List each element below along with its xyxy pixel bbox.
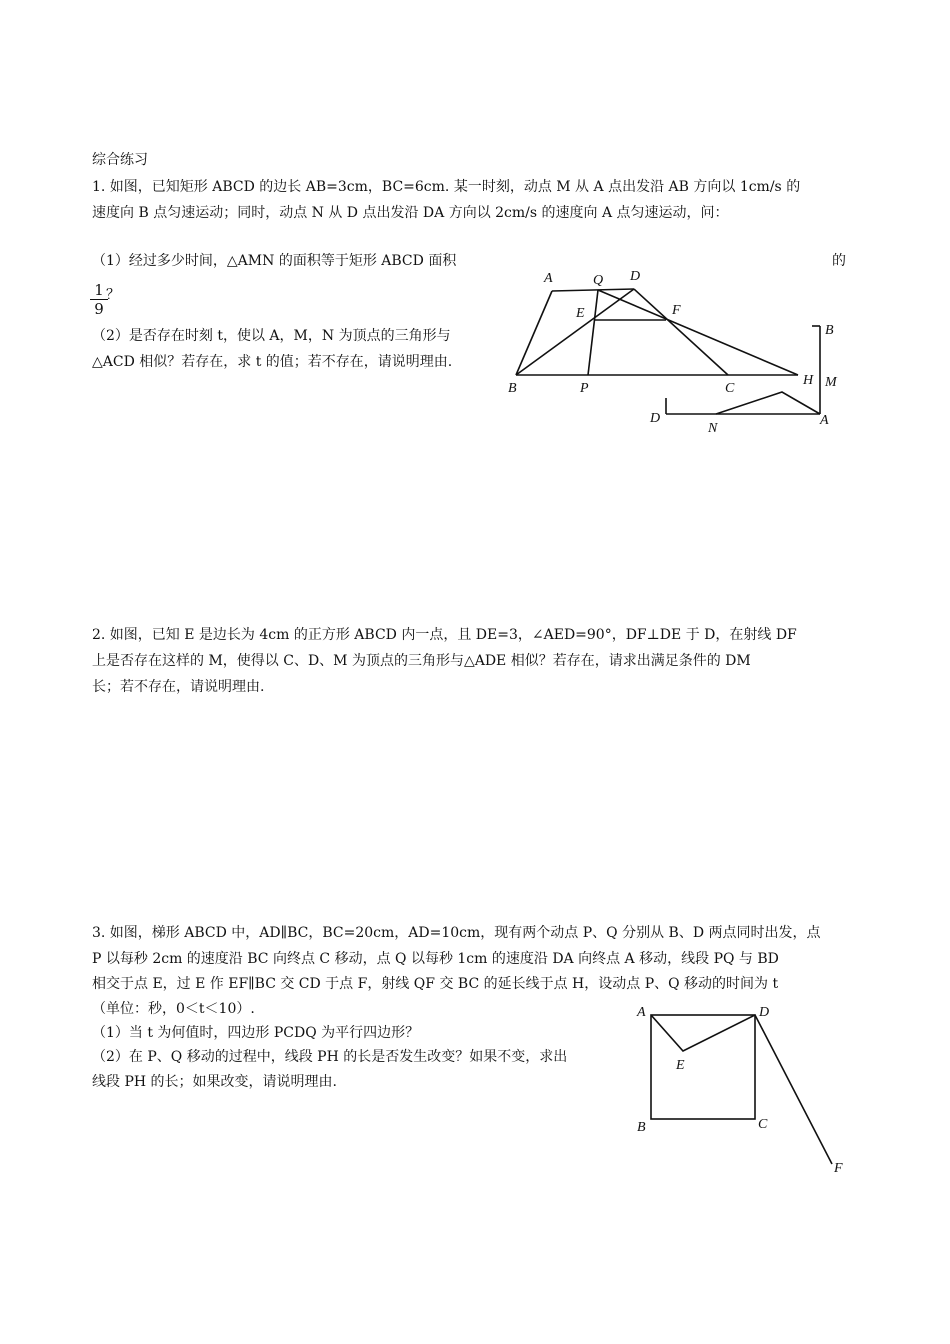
label-fig3-B: B bbox=[637, 1120, 646, 1135]
figure-trapezoid bbox=[500, 262, 860, 437]
segment-DC bbox=[634, 289, 728, 375]
label-fig2-M: M bbox=[825, 375, 837, 390]
label-fig2-N: N bbox=[708, 421, 718, 436]
q2-line-1: 2. 如图，已知 E 是边长为 4cm 的正方形 ABCD 内一点，且 DE=3，∠AED=90°，DF⊥DE 于 D，在射线 DF bbox=[92, 627, 797, 643]
label-P: P bbox=[580, 381, 589, 396]
q1-part1: （1）经过多少时间，△AMN 的面积等于矩形 ABCD 面积 bbox=[92, 253, 457, 269]
q1-fraction-numerator: 1 bbox=[90, 281, 108, 300]
label-fig3-D: D bbox=[759, 1005, 770, 1020]
q1-part2-line-1: （2）是否存在时刻 t，使以 A，M，N 为顶点的三角形与 bbox=[92, 328, 451, 344]
label-C: C bbox=[725, 381, 735, 396]
q3-line-4: （单位：秒，0＜t＜10）. bbox=[92, 1001, 255, 1017]
q3-line-1: 3. 如图，梯形 ABCD 中，AD∥BC，BC=20cm，AD=10cm，现有两个动点 P、Q 分别从 B、D 两点同时出发，点 bbox=[92, 925, 821, 941]
label-fig3-C: C bbox=[758, 1117, 768, 1132]
segment-AD bbox=[552, 289, 634, 291]
label-fig3-F: F bbox=[834, 1161, 843, 1176]
q3-part2-line-1: （2）在 P、Q 移动的过程中，线段 PH 的长是否发生改变？如果不变，求出 bbox=[92, 1049, 568, 1065]
q3-part1: （1）当 t 为何值时，四边形 PCDQ 为平行四边形？ bbox=[92, 1025, 420, 1041]
figure-square bbox=[630, 1000, 850, 1180]
label-fig2-D: D bbox=[650, 411, 661, 426]
label-Q: Q bbox=[593, 273, 604, 288]
label-D: D bbox=[630, 269, 641, 284]
label-fig3-A: A bbox=[637, 1005, 646, 1020]
triangle-AED bbox=[651, 1015, 755, 1051]
q3-part2-line-2: 线段 PH 的长；如果改变，请说明理由. bbox=[92, 1074, 337, 1090]
q1-line-1: 1. 如图，已知矩形 ABCD 的边长 AB=3cm，BC=6cm. 某一时刻，动点 M 从 A 点出发沿 AB 方向以 1cm/s 的 bbox=[92, 179, 801, 195]
q3-line-3: 相交于点 E，过 E 作 EF∥BC 交 CD 于点 F，射线 QF 交 BC 的延长线于点 H，设动点 P、Q 移动的时间为 t bbox=[92, 976, 779, 992]
label-A: A bbox=[544, 271, 553, 286]
segment-QH bbox=[598, 290, 798, 375]
label-fig3-E: E bbox=[676, 1058, 685, 1073]
q1-part1-end: ？ bbox=[106, 287, 120, 303]
label-fig2-A: A bbox=[820, 413, 829, 428]
label-B: B bbox=[508, 381, 517, 396]
q1-fraction-denominator: 9 bbox=[94, 300, 104, 318]
ray-DF bbox=[755, 1015, 832, 1164]
label-F: F bbox=[672, 303, 681, 318]
square-ABCD bbox=[651, 1015, 755, 1119]
label-fig2-B: B bbox=[825, 323, 834, 338]
label-E: E bbox=[576, 306, 585, 321]
label-H: H bbox=[803, 373, 814, 388]
q1-part2-line-2: △ACD 相似？若存在，求 t 的值；若不存在，请说明理由. bbox=[92, 354, 453, 370]
q1-line-2: 速度向 B 点匀速运动；同时，动点 N 从 D 点出发沿 DA 方向以 2cm/s 的速度向 A 点匀速运动，问： bbox=[92, 205, 729, 221]
q2-line-3: 长；若不存在，请说明理由. bbox=[92, 679, 265, 695]
q2-line-2: 上是否存在这样的 M，使得以 C、D、M 为顶点的三角形与△ADE 相似？若存在，请求出满足条件的 DM bbox=[92, 653, 751, 669]
q3-line-2: P 以每秒 2cm 的速度沿 BC 向终点 C 移动，点 Q 以每秒 1cm 的速度沿 DA 向终点 A 移动，线段 PQ 与 BD bbox=[92, 951, 779, 967]
section-title: 综合练习 bbox=[92, 152, 148, 168]
q1-part1-tail: 的 bbox=[832, 253, 846, 269]
segment-QP bbox=[588, 290, 598, 375]
